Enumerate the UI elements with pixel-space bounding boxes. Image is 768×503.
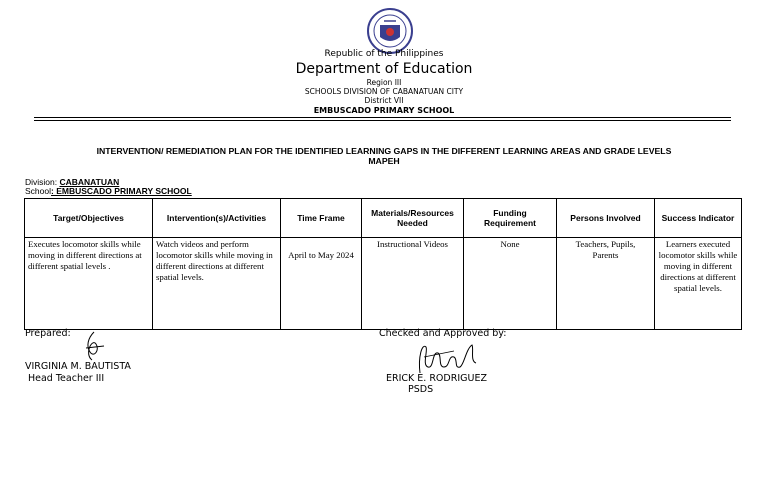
header-division: SCHOOLS DIVISION OF CABANATUAN CITY: [304, 87, 464, 96]
col-header-materials: Materials/Resources Needed: [362, 199, 464, 238]
cell-funding: None: [464, 238, 557, 330]
col-header-intervention: Intervention(s)/Activities: [153, 199, 281, 238]
cell-success: Learners executed locomotor skills while moving in different directions at different spatial levels.: [655, 238, 742, 330]
cell-materials: Instructional Videos: [362, 238, 464, 330]
header-rule-thin: [34, 120, 731, 121]
header-department: Department of Education: [295, 61, 473, 77]
plan-subject: MAPEH: [368, 156, 400, 166]
header-rule: [34, 117, 731, 118]
table-header-row: [25, 199, 742, 238]
checked-title: PSDS: [408, 384, 434, 395]
col-header-funding: Funding Requirement: [464, 199, 557, 238]
prepared-title: Head Teacher III: [28, 373, 105, 384]
cell-persons: Teachers, Pupils, Parents: [557, 238, 655, 330]
cell-intervention: Watch videos and perform locomotor skills while moving in different directions at different spatial levels.: [153, 238, 281, 330]
table-row: [25, 238, 742, 330]
prepared-label: Prepared:: [25, 328, 71, 339]
plan-table: [24, 198, 742, 330]
col-header-time-frame: Time Frame: [281, 199, 362, 238]
cell-target: Executes locomotor skills while moving in different directions at different spatial levels .: [25, 238, 153, 330]
col-header-success: Success Indicator: [655, 199, 742, 238]
col-header-persons: Persons Involved: [557, 199, 655, 238]
checked-name: ERICK E. RODRIGUEZ: [386, 373, 487, 384]
checked-label: Checked and Approved by:: [379, 328, 507, 339]
col-header-target: Target/Objectives: [25, 199, 153, 238]
division-label: Division:: [25, 177, 60, 187]
header-republic: Republic of the Philippines: [324, 49, 444, 59]
plan-title: INTERVENTION/ REMEDIATION PLAN FOR THE IDENTIFIED LEARNING GAPS IN THE DIFFERENT LEARNING AREAS AND GRADE LEVELS: [96, 146, 672, 156]
school-value: : EMBUSCADO PRIMARY SCHOOL: [51, 186, 192, 196]
prepared-signature: [80, 330, 108, 364]
school-line: [25, 186, 192, 196]
deped-seal-logo: [366, 7, 414, 55]
header-region: Region III: [366, 78, 402, 87]
cell-time-frame: April to May 2024: [281, 238, 362, 330]
division-value: CABANATUAN: [59, 177, 120, 187]
prepared-name: VIRGINIA M. BAUTISTA: [25, 361, 131, 372]
header-school: EMBUSCADO PRIMARY SCHOOL: [313, 106, 455, 115]
school-label: School: [25, 186, 51, 196]
header-district: District VII: [364, 96, 404, 105]
